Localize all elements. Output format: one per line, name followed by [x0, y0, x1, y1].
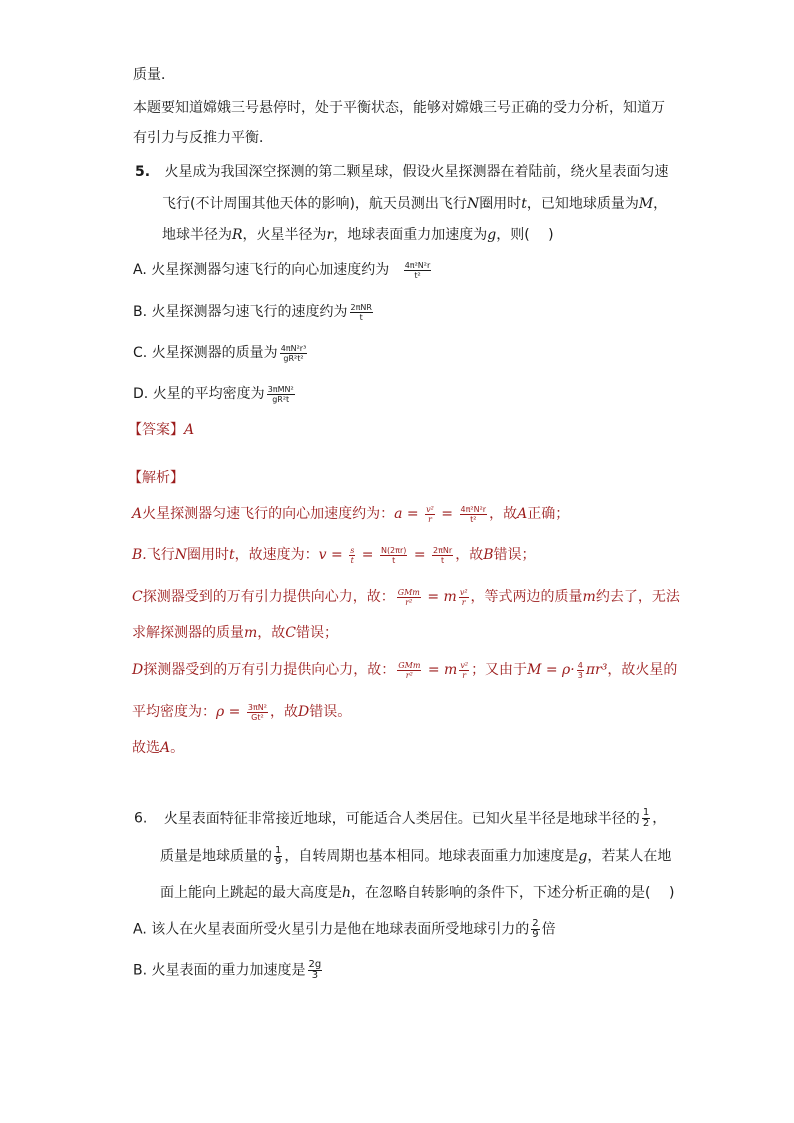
explanation-c: C探测器受到的万有引力提供向心力，故： $\frac{\text{GMm}}{\text{r²}}$ = m $\frac{\text{v²}}{r}$ ，等式两边的质量m约去了，无法: [132, 587, 680, 607]
option-c: C. 火星探测器的质量为 $\frac{\text{4πN²r³}}{\text{gR²t²}}$: [133, 343, 307, 363]
fraction: $\frac{2}{9}$: [532, 918, 539, 940]
question-6-line-1: 6. 火星表面特征非常接近地球，可能适合人类居住。已知火星半径是地球半径的 $\frac{1}{2}$ ，: [134, 807, 667, 829]
fraction: $\frac{4}{3}$: [577, 660, 583, 680]
text-line: 本题要知道嫦娥三号悬停时，处于平衡状态，能够对嫦娥三号正确的受力分析，知道万: [133, 100, 665, 116]
question-6-line-2: 质量是地球质量的 $\frac{1}{9}$ ，自转周期也基本相同。地球表面重力加速度是g，若某人在地: [160, 845, 672, 867]
fraction: $\frac{1}{9}$: [275, 845, 282, 867]
fraction: $\frac{\text{2πNr}}{t}$: [433, 545, 453, 565]
fraction: $\frac{N(2\pi r)}{t}$: [380, 545, 407, 565]
fraction: $\frac{s}{t}$: [350, 545, 355, 565]
fraction: $\frac{\text{3πMN²}}{\text{gR²t}}$: [267, 384, 294, 404]
fraction: $\frac{\text{v²}}{r}$: [459, 587, 468, 607]
fraction: $\frac{\text{2πNR}}{t}$: [350, 302, 372, 322]
explanation-d: D探测器受到的万有引力提供向心力，故： $\frac{\text{GMm}}{\text{r²}}$ = m $\frac{\text{v²}}{r}$ ；又由于M = ρ· $\frac{4}{3}$ πr³，故火星的: [132, 660, 678, 680]
text-line: 质量．: [133, 67, 175, 83]
fraction: $\frac{\text{v²}}{r}$: [426, 504, 434, 524]
question-number: 5.: [135, 164, 151, 180]
option-a: A. 火星探测器匀速飞行的向心加速度约为 $\frac{\text{4π²N²r}}{\text{t²}}$: [133, 260, 431, 280]
fraction: $\frac{1}{2}$: [642, 807, 650, 829]
fraction: $\frac{\text{GMm}}{\text{r²}}$: [398, 660, 421, 680]
fraction: $\frac{\text{4πN²r³}}{\text{gR²t²}}$: [280, 343, 307, 363]
question-6-line-3: 面上能向上跳起的最大高度是h，在忽略自转影响的条件下，下述分析正确的是( ): [160, 885, 675, 901]
explanation-d-2: 平均密度为：ρ = $\frac{\text{3πN²}}{\text{Gt²}}$ ，故D错误。: [132, 702, 352, 722]
fraction: $\frac{\text{4π²N²r}}{\text{t²}}$: [460, 504, 487, 524]
answer: 【答案】A: [128, 422, 195, 438]
option-a: A. 该人在火星表面所受火星引力是他在地球表面所受地球引力的 $\frac{2}{9}$ 倍: [133, 918, 556, 940]
fraction: $\frac{\text{GMm}}{\text{r²}}$: [397, 587, 420, 607]
question-5-line-1: 5. 火星成为我国深空探测的第二颗星球，假设火星探测器在着陆前，绕火星表面匀速: [135, 164, 669, 180]
explanation-c-2: 求解探测器的质量m，故C错误；: [132, 625, 338, 641]
explanation-a: A火星探测器匀速飞行的向心加速度约为：a = $\frac{\text{v²}}{r}$ = $\frac{\text{4π²N²r}}{\text{t²}}$ ，故A正确；: [132, 504, 570, 524]
fraction: $\frac{\text{v²}}{r}$: [460, 660, 469, 680]
explanation-b: B.飞行N圈用时t，故速度为：v = $\frac{s}{t}$ = $\frac{N(2\pi r)}{t}$ = $\frac{\text{2πNr}}{t}$ ，故B错误；: [132, 545, 536, 565]
fraction: $\frac{\text{3πN²}}{\text{Gt²}}$: [247, 702, 267, 722]
option-b: B. 火星探测器匀速飞行的速度约为 $\frac{\text{2πNR}}{t}$: [133, 302, 372, 322]
option-b: B. 火星表面的重力加速度是 $\frac{2g}{3}$: [133, 959, 322, 981]
question-number: 6.: [134, 810, 148, 827]
question-5-line-3: 地球半径为R，火星半径为r，地球表面重力加速度为g，则( ): [162, 227, 554, 243]
fraction: $\frac{\text{4π²N²r}}{\text{t²}}$: [404, 260, 431, 280]
fraction: $\frac{2g}{3}$: [308, 959, 322, 981]
analysis-heading: 【解析】: [128, 470, 184, 486]
question-5-line-2: 飞行(不计周围其他天体的影响)，航天员测出飞行N圈用时t，已知地球质量为M，: [162, 196, 668, 212]
option-d: D. 火星的平均密度为 $\frac{\text{3πMN²}}{\text{gR²t}}$: [133, 384, 294, 404]
conclusion: 故选A。: [132, 740, 185, 756]
text-line: 有引力与反推力平衡．: [133, 130, 273, 146]
